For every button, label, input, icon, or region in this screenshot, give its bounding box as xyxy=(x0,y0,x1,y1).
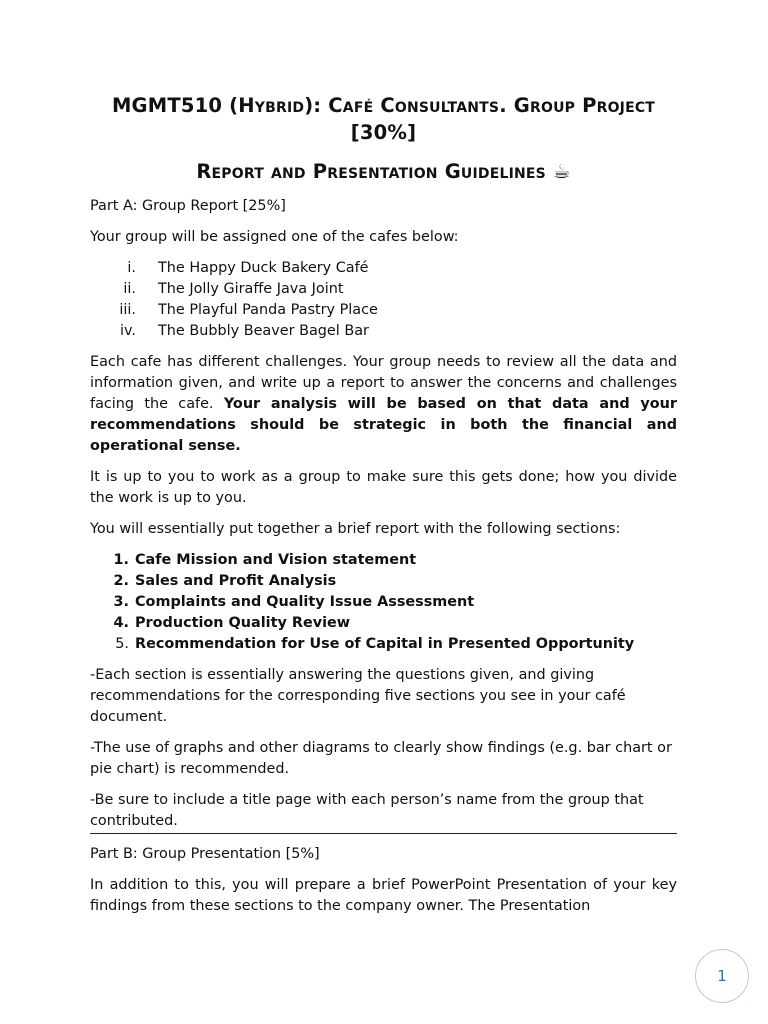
list-item xyxy=(90,321,677,342)
report-sections-list xyxy=(90,550,677,655)
list-item xyxy=(90,550,677,571)
section-divider xyxy=(90,833,677,834)
list-number: iii. xyxy=(119,302,136,318)
page-number-badge xyxy=(695,949,749,1003)
part-b-heading: Part B: Group Presentation [5%] xyxy=(90,846,320,862)
section-divider-wrap xyxy=(90,833,677,834)
challenges-paragraph xyxy=(90,352,677,457)
list-number: 1. xyxy=(113,552,129,568)
list-item xyxy=(90,634,677,655)
section-label: Cafe Mission and Vision statement xyxy=(135,552,417,568)
list-number: i. xyxy=(127,260,136,276)
list-item xyxy=(90,571,677,592)
page-number: 1 xyxy=(717,967,727,985)
list-number: iv. xyxy=(120,323,136,339)
coffee-cup-icon: ☕ xyxy=(552,160,571,183)
document-page xyxy=(90,92,677,917)
note-graphs: -The use of graphs and other diagrams to clearly show findings (e.g. bar chart or pie chart) is recommended. xyxy=(90,740,672,777)
section-label: Production Quality Review xyxy=(135,615,351,631)
note-sections: -Each section is essentially answering the questions given, and giving recommendations for the corresponding five sections you see in your café document. xyxy=(90,667,626,725)
cafe-name: The Happy Duck Bakery Café xyxy=(158,260,369,276)
challenges-text: Each cafe has different challenges. Your group needs to review all the data and information given, and write up a report to answer the concerns and challenges facing the cafe. xyxy=(90,354,677,412)
list-number: 4. xyxy=(113,615,129,631)
cafe-name: The Bubbly Beaver Bagel Bar xyxy=(158,323,369,339)
list-item xyxy=(90,613,677,634)
cafe-name: The Jolly Giraffe Java Joint xyxy=(158,281,344,297)
list-number: ii. xyxy=(123,281,136,297)
list-number: 5. xyxy=(115,636,129,652)
list-number: 2. xyxy=(113,573,129,589)
list-item xyxy=(90,300,677,321)
cafe-name: The Playful Panda Pastry Place xyxy=(158,302,378,318)
subtitle-text: Report and Presentation Guidelines xyxy=(196,160,546,183)
part-a-heading: Part A: Group Report [25%] xyxy=(90,198,286,214)
section-label: Sales and Profit Analysis xyxy=(135,573,337,589)
sections-intro: You will essentially put together a brief report with the following sections: xyxy=(90,521,621,537)
document-title: MGMT510 (Hybrid): Café Consultants. Group Project [30%] xyxy=(111,94,656,144)
section-label: Complaints and Quality Issue Assessment xyxy=(135,594,475,610)
note-title-page: -Be sure to include a title page with each person’s name from the group that contributed. xyxy=(90,792,644,829)
teamwork-paragraph: It is up to you to work as a group to make sure this gets done; how you divide the work is up to you. xyxy=(90,469,677,506)
part-b-intro: In addition to this, you will prepare a brief PowerPoint Presentation of your key findings from these sections to the company owner. The Presentation xyxy=(90,877,677,914)
list-number: 3. xyxy=(113,594,129,610)
cafe-list xyxy=(90,258,677,342)
section-label: Recommendation for Use of Capital in Presented Opportunity xyxy=(135,636,635,652)
list-item xyxy=(90,592,677,613)
document-subtitle xyxy=(90,158,677,185)
cafes-intro: Your group will be assigned one of the cafes below: xyxy=(90,229,459,245)
challenges-emphasis: Your analysis will be based on that data and your recommendations should be strategic in both the financial and operational sense. xyxy=(90,396,677,454)
list-item xyxy=(90,279,677,300)
list-item xyxy=(90,258,677,279)
